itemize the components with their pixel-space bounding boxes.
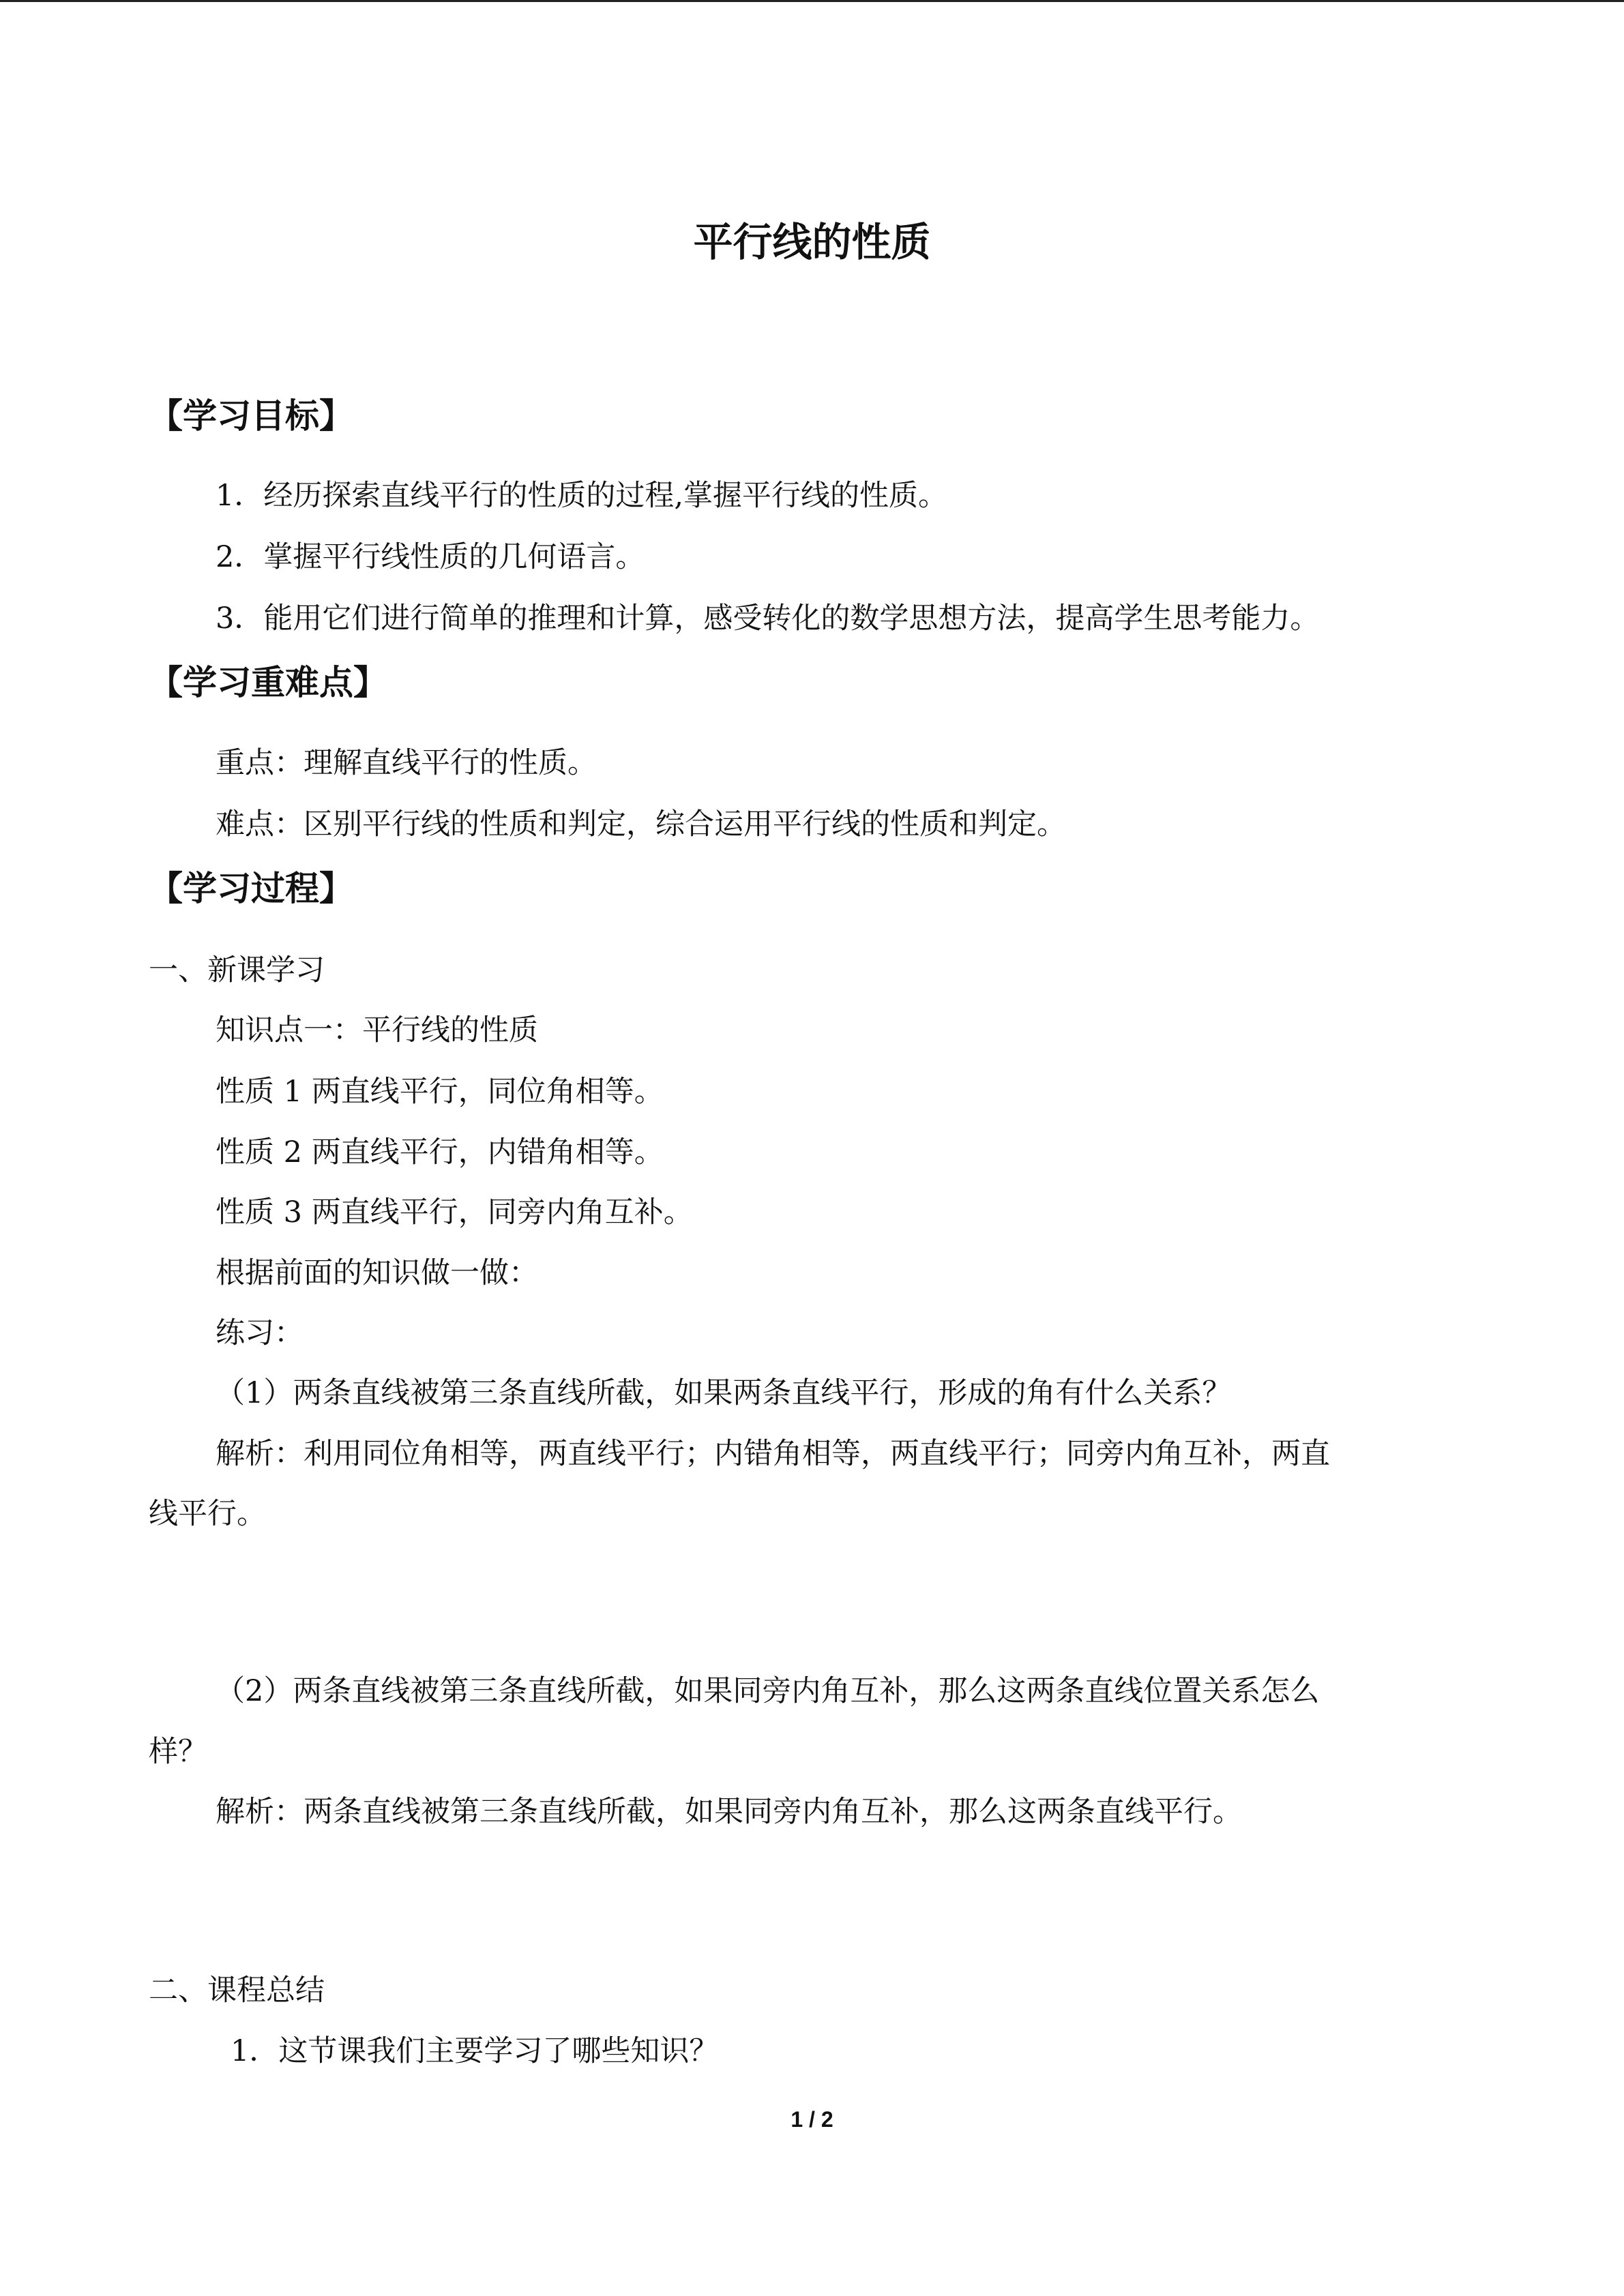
practice-label: 练习： (216, 1316, 304, 1350)
property-3: 性质 3 两直线平行，同旁内角互补。 (216, 1195, 693, 1229)
part2-title: 二、课程总结 (149, 1973, 325, 2008)
part1-title: 一、新课学习 (149, 953, 325, 987)
page-number: 1 / 2 (791, 2107, 833, 2132)
question-2-line-1: （2）两条直线被第三条直线所截，如果同旁内角互补，那么这两条直线位置关系怎么 (216, 1674, 1320, 1708)
question-2-line-2: 样？ (149, 1735, 207, 1769)
objective-item-2: 2．掌握平行线性质的几何语言。 (216, 540, 645, 574)
objective-item-1: 1．经历探索直线平行的性质的过程,掌握平行线的性质。 (216, 479, 948, 513)
difficulty-line: 难点：区别平行线的性质和判定，综合运用平行线的性质和判定。 (216, 807, 1066, 841)
process-heading: 【学习过程】 (149, 869, 353, 908)
objective-item-3: 3．能用它们进行简单的推理和计算，感受转化的数学思想方法，提高学生思考能力。 (216, 601, 1320, 636)
focus-line: 重点：理解直线平行的性质。 (216, 746, 597, 780)
property-1: 性质 1 两直线平行，同位角相等。 (216, 1075, 664, 1109)
answer-2: 解析：两条直线被第三条直线所截，如果同旁内角互补，那么这两条直线平行。 (216, 1795, 1242, 1829)
key-points-heading: 【学习重难点】 (149, 663, 387, 702)
answer-1-line-2: 线平行。 (149, 1497, 266, 1531)
knowledge-point-title: 知识点一：平行线的性质 (216, 1013, 538, 1047)
page-title: 平行线的性质 (693, 219, 931, 265)
answer-1-line-1: 解析：利用同位角相等，两直线平行；内错角相等，两直线平行；同旁内角互补，两直 (216, 1437, 1330, 1471)
summary-question-1: 1．这节课我们主要学习了哪些知识？ (231, 2034, 719, 2068)
property-2: 性质 2 两直线平行，内错角相等。 (216, 1135, 664, 1169)
question-1: （1）两条直线被第三条直线所截，如果两条直线平行，形成的角有什么关系？ (216, 1376, 1232, 1410)
objectives-heading: 【学习目标】 (149, 396, 353, 436)
do-it-prompt: 根据前面的知识做一做： (216, 1256, 538, 1290)
